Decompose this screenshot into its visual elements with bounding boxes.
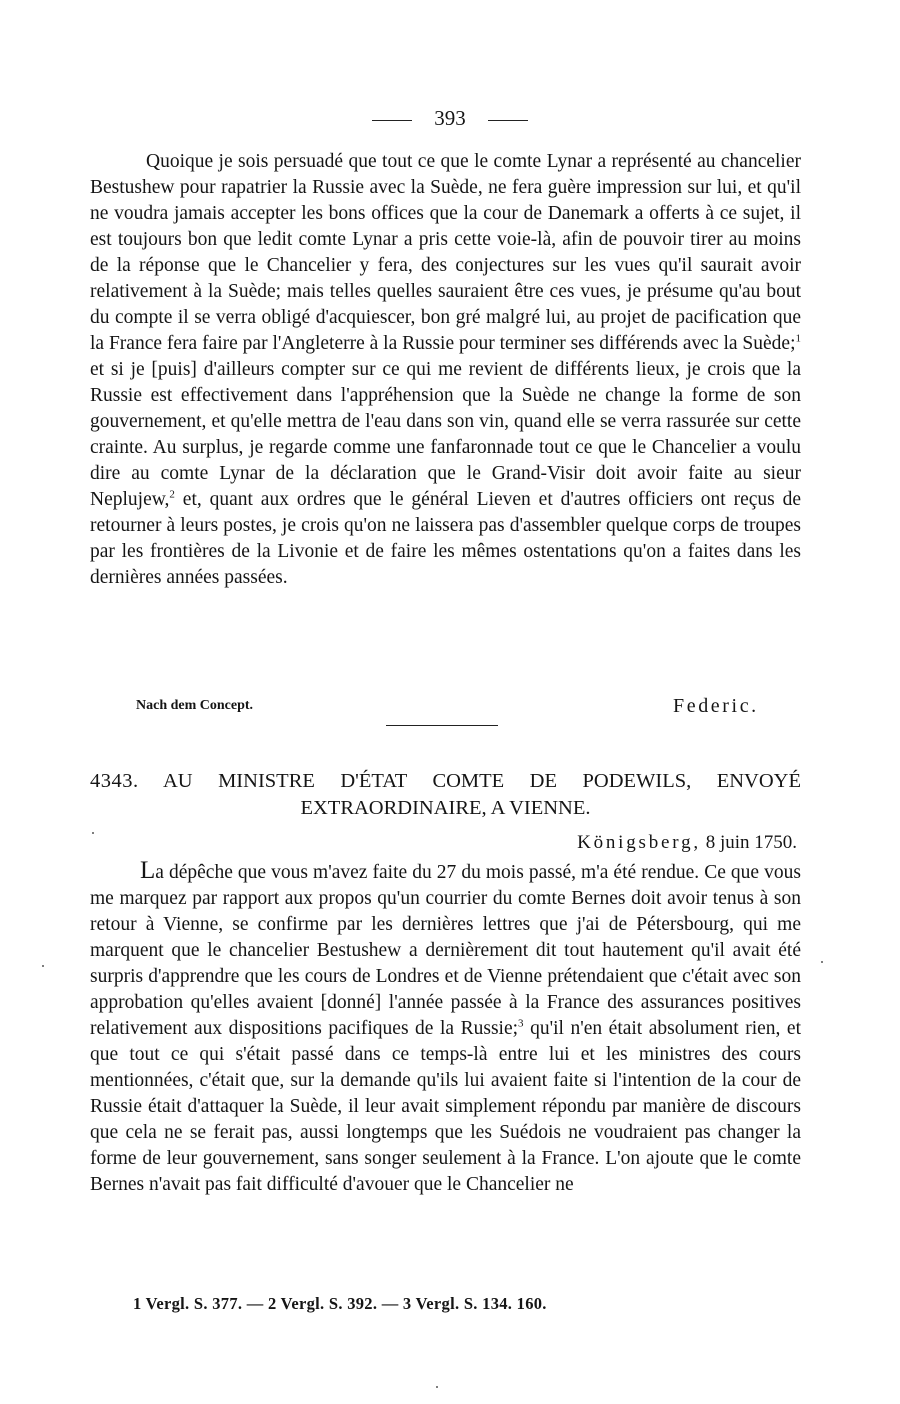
print-speck: [42, 965, 44, 967]
letter-place: Königsberg,: [577, 832, 701, 853]
paragraph-text: et si je [puis] d'ailleurs compter sur ce qui me revient de différents lieux, je crois que la Russie est effectivement dans l'appréhension que la Suède ne change la forme de son gouvernement, et qu'elle mettra de l'eau dans son vin, quand elle se verra rassurée sur cette crainte. Au surplus, je regarde comme une fanfaronnade tout ce que le Chancelier a voulu dire au comte Lynar de la déclaration que le Grand-Visir doit avoir faite au sieur Neplujew,: [90, 359, 801, 510]
letter-heading: [90, 768, 801, 822]
letter-paragraph: [90, 858, 801, 1198]
footnote-ref[interactable]: 3: [518, 1017, 524, 1030]
heading-line-2: EXTRAORDINAIRE, A VIENNE.: [300, 797, 591, 819]
print-speck: [436, 1386, 438, 1388]
page-header: [0, 103, 900, 133]
letter-continuation-paragraph: [90, 149, 801, 591]
print-speck: [821, 961, 823, 963]
signature: Federic.: [673, 695, 759, 717]
paragraph-text: qu'il n'en était absolument rien, et que tout ce qui s'était passé dans ce temps-là entre lui et les ministres des cours mentionnées, c'était que, sur la demande qu'ils lui avaient faite si l'intention de la cour de Russie était d'attaquer la Suède, il leur avait simplement répondu par manière de discours que cela ne se ferait pas, aussi longtemps que les Suédois ne voudraient pas changer la forme de leur gouvernement, sans songer seulement à la France. L'on ajoute que le comte Bernes n'avait pas fait difficulté d'avouer que le Chancelier ne: [90, 1018, 801, 1195]
footnote-ref[interactable]: 1: [795, 332, 801, 345]
print-speck: [92, 832, 94, 834]
letter-number: 4343.: [90, 770, 139, 792]
header-rule-left: [372, 120, 412, 121]
place-date: [577, 830, 797, 856]
heading-title: AU MINISTRE D'ÉTAT COMTE DE PODEWILS, ENVOYÉ: [162, 770, 801, 792]
page-number: 393: [434, 106, 466, 130]
footnote-ref[interactable]: 2: [169, 488, 175, 501]
heading-line-1: [90, 768, 801, 795]
header-rule-right: [488, 120, 528, 121]
paragraph-text: Quoique je sois persuadé que tout ce que le comte Lynar a représenté au chancelier Bestushew pour rapatrier la Russie avec la Suède, ne fera guère impression sur lui, et qu'il ne voudra jamais accepter les bons offices que la cour de Danemark a offerts à ce sujet, il est toujours bon que ledit comte Lynar a pris cette voie-là, afin de pouvoir tirer au moins de la réponse que le Chancelier y fera, des conjectures sur les vues qu'il saurait avoir relativement à la Suède; mais telles quelles sauraient être ces vues, je présume qu'au bout du compte il se verra obligé d'acquiescer, bon gré malgré lui, au projet de pacification que la France fera faire par l'Angleterre à la Russie pour terminer ses différends avec la Suède;: [90, 151, 801, 354]
source-note: Nach dem Concept.: [136, 698, 254, 713]
section-divider: [386, 725, 498, 726]
paragraph-text: et, quant aux ordres que le général Lieven et d'autres officiers ont reçus de retourner à leurs postes, je crois qu'on ne laissera pas d'assembler quelque corps de troupes par les frontières de la Livonie et de faire les mêmes ostentations qu'on a faites dans les dernières années passées.: [90, 489, 801, 588]
paragraph-text: a dépêche que vous m'avez faite du 27 du mois passé, m'a été rendue. Ce que vous me marquez par rapport aux propos qu'un courrier du comte Bernes doit avoir tenus à son retour à Vienne, se confirme par les dernières lettres que j'ai de Pétersbourg, qui me marquent que le chancelier Bestushew a dernièrement dit tout hautement qu'il avait été surpris d'apprendre que les cours de Londres et de Vienne prétendaient que c'était avec son approbation qu'elles avaient [donné] l'année passée à la France des assurances positives relativement aux dispositions pacifiques de la Russie;: [90, 862, 801, 1039]
footnotes: 1 Vergl. S. 377. — 2 Vergl. S. 392. — 3 Vergl. S. 134. 160.: [133, 1294, 547, 1313]
initial-letter: L: [140, 857, 156, 884]
letter-date: 8 juin 1750.: [705, 832, 797, 853]
